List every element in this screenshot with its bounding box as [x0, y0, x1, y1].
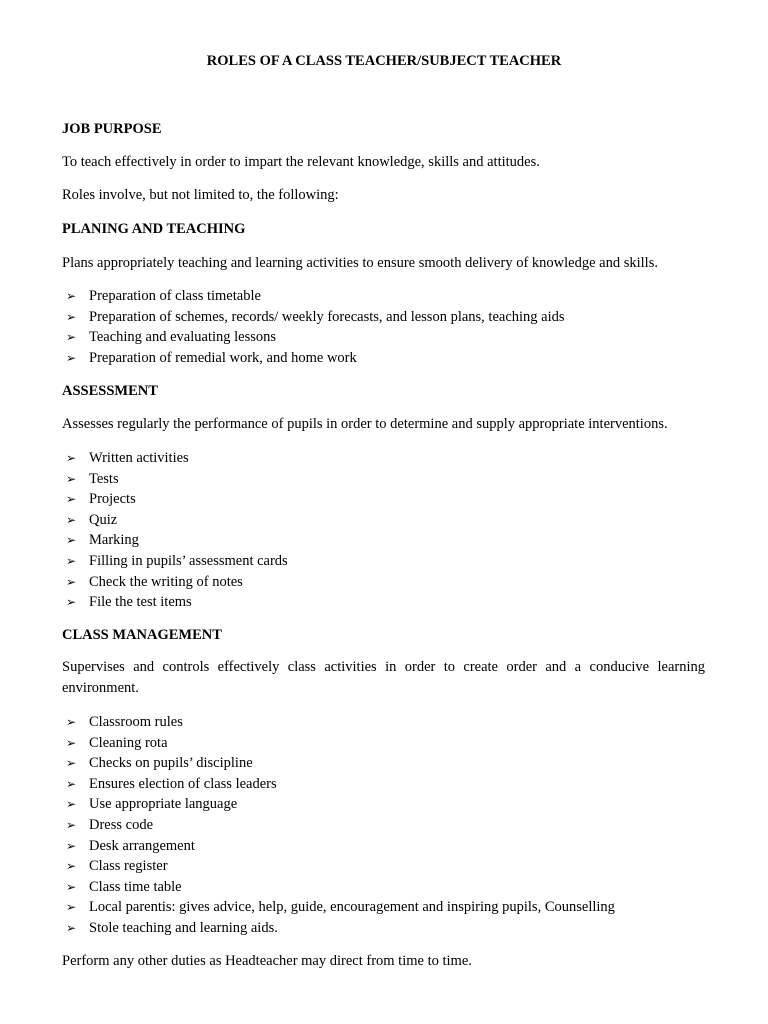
arrowhead-bullet-icon: ➢: [66, 533, 77, 548]
list-item: [62, 919, 705, 940]
list-item: [62, 775, 705, 796]
list-item-text: Preparation of remedial work, and home work: [89, 349, 357, 366]
list-item-text: Preparation of class timetable: [89, 288, 261, 304]
list-item-text: Preparation of schemes, records/ weekly forecasts, and lesson plans, teaching aids: [89, 308, 565, 325]
list-item: [62, 898, 705, 919]
list-item: [62, 837, 705, 858]
list-item: [62, 734, 705, 755]
arrowhead-bullet-icon: ➢: [66, 879, 77, 894]
arrowhead-bullet-icon: ➢: [66, 715, 77, 729]
arrowhead-bullet-icon: ➢: [66, 492, 77, 507]
class-management-list: [62, 713, 705, 940]
list-item: [62, 593, 705, 614]
arrowhead-bullet-icon: ➢: [66, 289, 77, 303]
list-item-text: Written activities: [89, 450, 189, 466]
arrowhead-bullet-icon: ➢: [66, 512, 77, 527]
job-purpose-text: To teach effectively in order to impart the relevant knowledge, skills and attitudes.: [62, 154, 540, 170]
list-item-text: Stole teaching and learning aids.: [89, 919, 278, 936]
roles-intro-text: Roles involve, but not limited to, the following:: [62, 187, 339, 203]
arrowhead-bullet-icon: ➢: [66, 574, 77, 589]
assessment-list: [62, 449, 705, 614]
job-purpose-heading: JOB PURPOSE: [62, 121, 162, 137]
arrowhead-bullet-icon: ➢: [66, 920, 77, 935]
list-item-text: Projects: [89, 491, 136, 508]
list-item-text: Cleaning rota: [89, 734, 168, 751]
list-item: [62, 816, 705, 837]
planning-heading: PLANING AND TEACHING: [62, 221, 246, 237]
list-item-text: Classroom rules: [89, 714, 183, 730]
list-item-text: Filling in pupils’ assessment cards: [89, 552, 288, 569]
arrowhead-bullet-icon: ➢: [66, 838, 77, 853]
arrowhead-bullet-icon: ➢: [66, 309, 77, 324]
list-item-text: Quiz: [89, 511, 118, 528]
planning-text: Plans appropriately teaching and learning activities to ensure smooth delivery of knowledge and skills.: [62, 255, 658, 271]
list-item: [62, 449, 705, 470]
list-item: [62, 470, 705, 491]
list-item-text: Ensures election of class leaders: [89, 775, 277, 792]
list-item-text: Use appropriate language: [89, 796, 238, 813]
list-item-text: Local parentis: gives advice, help, guide, encouragement and inspiring pupils, Counselling: [89, 899, 615, 916]
list-item: [62, 490, 705, 511]
list-item: [62, 878, 705, 899]
arrowhead-bullet-icon: ➢: [66, 735, 77, 750]
list-item: [62, 754, 705, 775]
list-item: [62, 795, 705, 816]
list-item: [62, 552, 705, 573]
list-item: [62, 308, 705, 329]
list-item: [62, 349, 705, 370]
closing-text: Perform any other duties as Headteacher may direct from time to time.: [62, 953, 472, 969]
arrowhead-bullet-icon: ➢: [66, 553, 77, 568]
arrowhead-bullet-icon: ➢: [66, 797, 77, 812]
list-item-text: Dress code: [89, 816, 154, 833]
arrowhead-bullet-icon: ➢: [66, 350, 77, 365]
list-item-text: Desk arrangement: [89, 837, 195, 854]
assessment-text: Assesses regularly the performance of pupils in order to determine and supply appropriate interventions.: [62, 416, 668, 432]
arrowhead-bullet-icon: ➢: [66, 859, 77, 874]
arrowhead-bullet-icon: ➢: [66, 451, 77, 465]
list-item-text: Marking: [89, 532, 139, 549]
list-item: [62, 287, 705, 308]
list-item: [62, 511, 705, 532]
list-item-text: Class register: [89, 858, 168, 875]
planning-list: [62, 287, 705, 369]
list-item-text: File the test items: [89, 594, 192, 611]
arrowhead-bullet-icon: ➢: [66, 776, 77, 791]
arrowhead-bullet-icon: ➢: [66, 330, 77, 345]
arrowhead-bullet-icon: ➢: [66, 900, 77, 915]
list-item-text: Teaching and evaluating lessons: [89, 329, 277, 346]
list-item-text: Tests: [89, 470, 119, 487]
arrowhead-bullet-icon: ➢: [66, 595, 77, 610]
arrowhead-bullet-icon: ➢: [66, 817, 77, 832]
list-item: [62, 857, 705, 878]
document-title: ROLES OF A CLASS TEACHER/SUBJECT TEACHER: [206, 53, 562, 69]
list-item: [62, 531, 705, 552]
class-management-text: Supervises and controls effectively class activities in order to create order and a conducive learning environment.: [62, 659, 705, 696]
arrowhead-bullet-icon: ➢: [66, 471, 77, 486]
list-item-text: Check the writing of notes: [89, 573, 243, 590]
list-item-text: Checks on pupils’ discipline: [89, 755, 253, 772]
assessment-heading: ASSESSMENT: [62, 383, 158, 399]
list-item: [62, 328, 705, 349]
list-item: [62, 713, 705, 734]
list-item: [62, 573, 705, 594]
list-item-text: Class time table: [89, 878, 182, 895]
arrowhead-bullet-icon: ➢: [66, 756, 77, 771]
class-management-heading: CLASS MANAGEMENT: [62, 627, 222, 643]
